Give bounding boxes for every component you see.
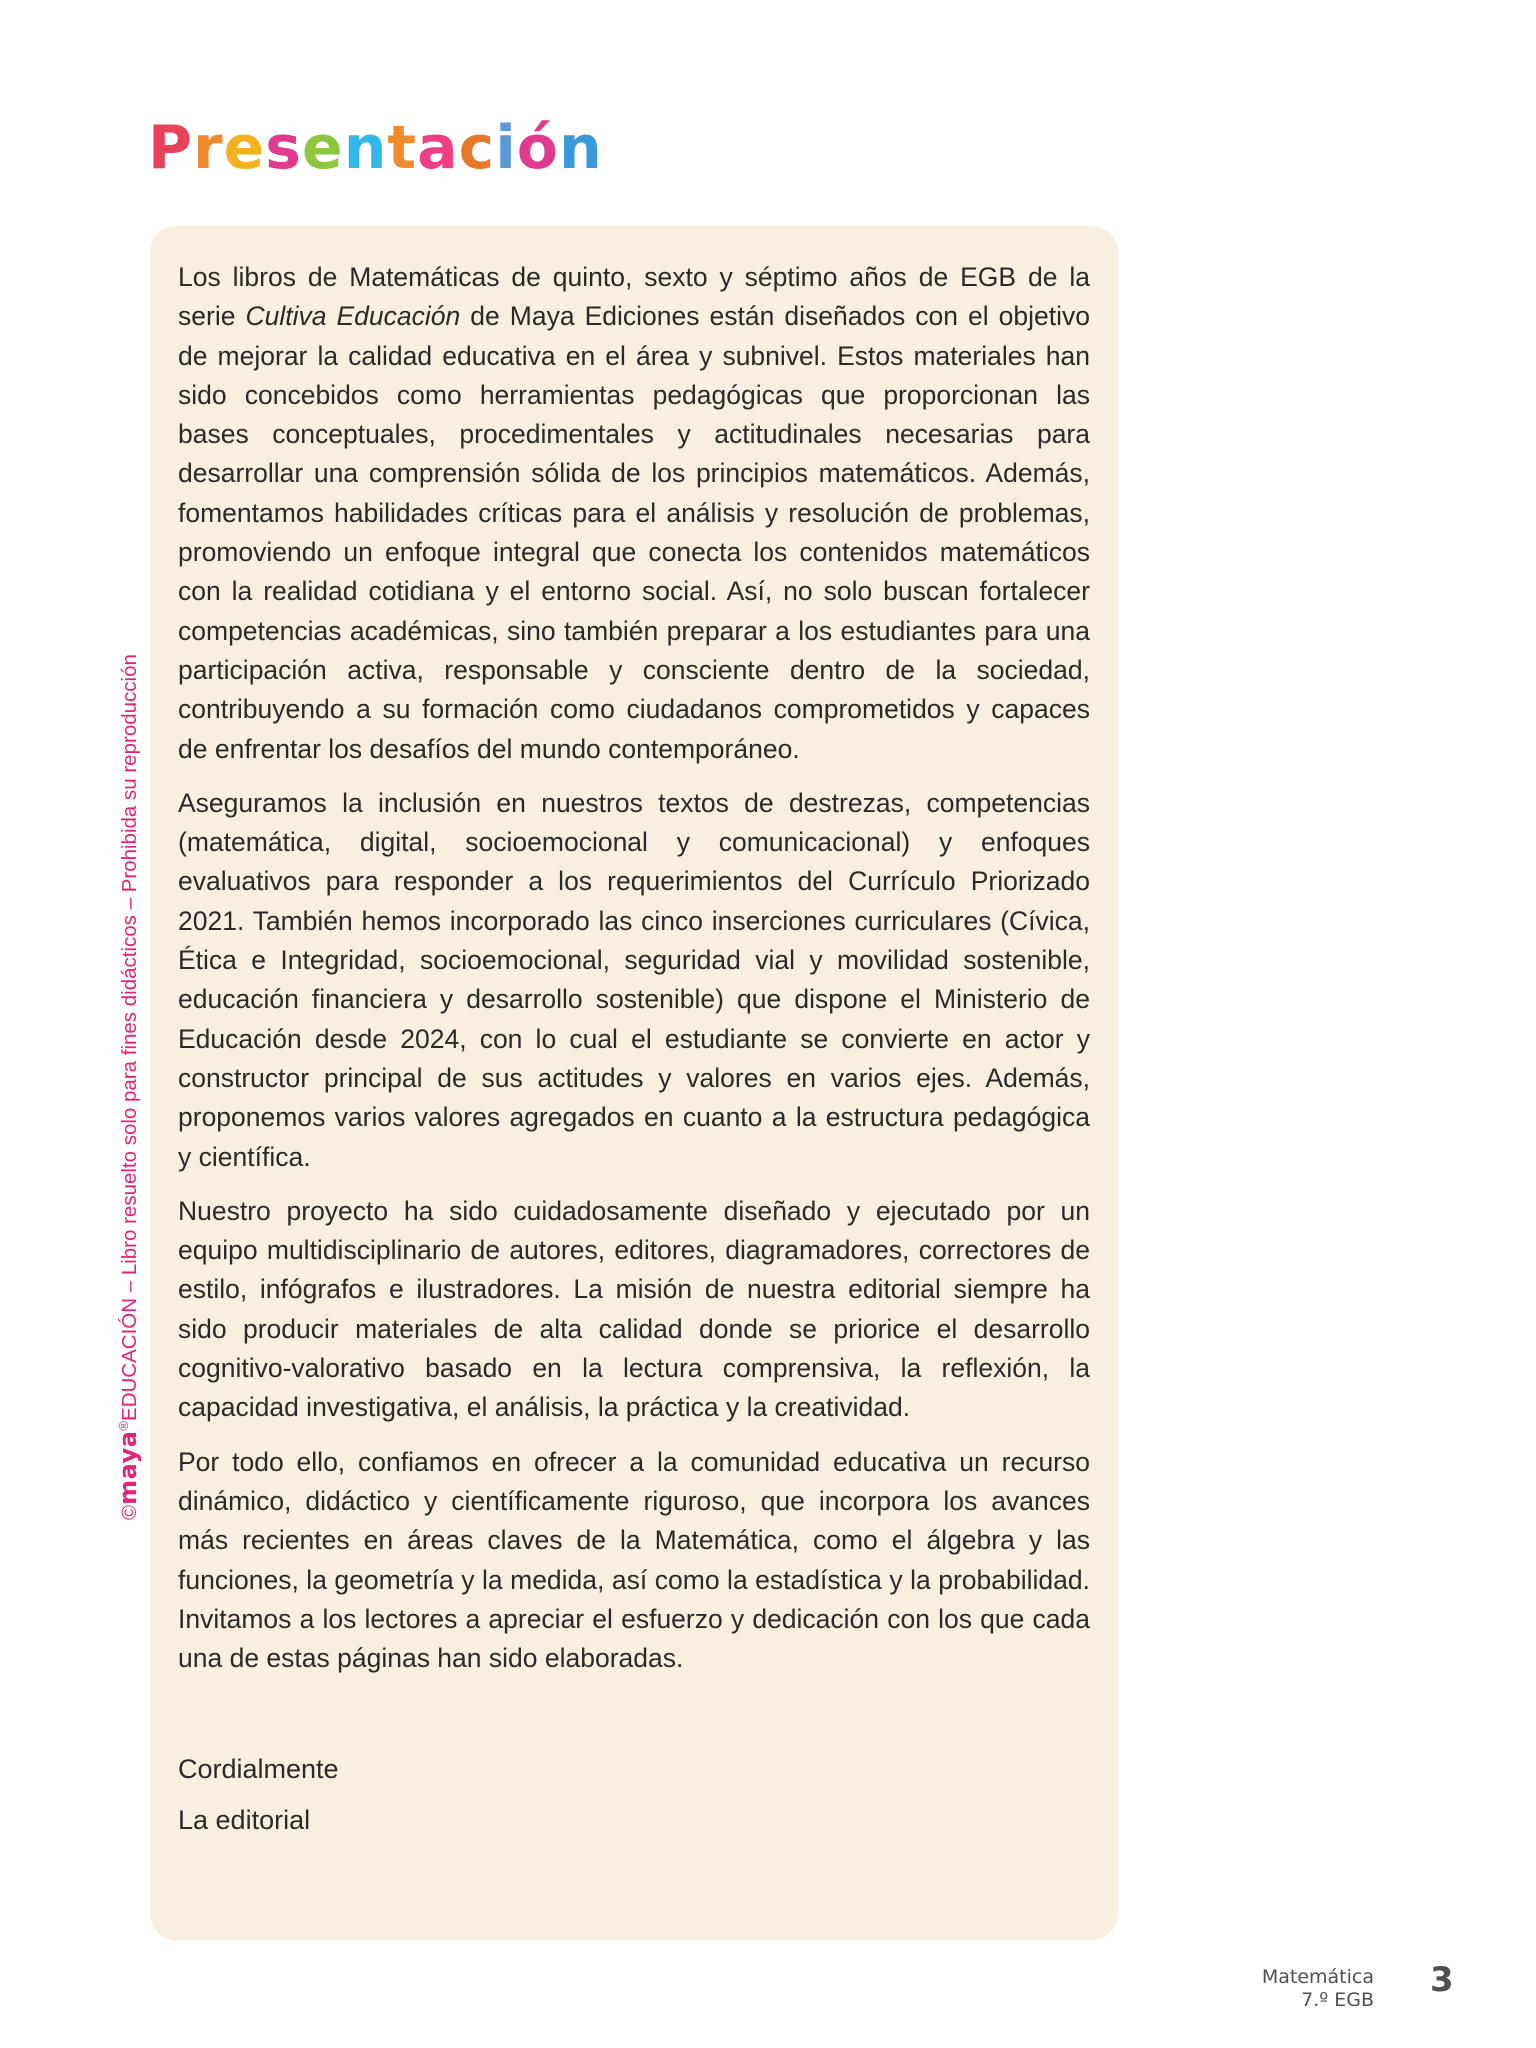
title-letter: n	[559, 113, 603, 183]
title-letter: c	[458, 113, 496, 183]
title-letter: e	[302, 113, 344, 183]
body-text	[178, 258, 1090, 1693]
title-letter: s	[265, 113, 302, 183]
closing-greeting: Cordialmente	[178, 1754, 339, 1784]
title-letter: P	[148, 113, 193, 183]
paragraph-2: Aseguramos la inclusión en nuestros textos de destrezas, competencias (matemática, digital, socioemocional y comunicacional) y enfoques evaluativos para responder a los requerimientos del Currículo Priorizado 2021. También hemos incorporado las cinco inserciones curriculares (Cívica, Ética e Integridad, socioemocional, seguridad vial y movilidad sostenible, educación financiera y desarrollo sostenible) que dispone el Ministerio de Educación desde 2024, con lo cual el estudiante se convierte en actor y constructor principal de sus actitudes y valores en varios ejes. Además, proponemos varios valores agregados en cuanto a la estructura pedagógica y científica.	[178, 787, 1090, 1172]
brand-logo-text: maya	[114, 1430, 142, 1505]
title-letter: n	[343, 113, 388, 183]
paragraph-4: Por todo ello, confiamos en ofrecer a la comunidad educativa un recurso dinámico, didáctico y científicamente riguroso, que incorpora los avances más recientes en áreas claves de la Matemática, como el álgebra y las funciones, la geometría y la medida, así como la estadística y la probabilidad. Invitamos a los lectores a apreciar el esfuerzo y dedicación con los que cada una de estas páginas han sido elaboradas.	[178, 1446, 1090, 1674]
footer-subject: Matemática	[1261, 1966, 1374, 1988]
copyright-notice	[116, 654, 141, 1520]
footer-grade: 7.º EGB	[1301, 1989, 1374, 2011]
paragraph-3: Nuestro proyecto ha sido cuidadosamente diseñado y ejecutado por un equipo multidisciplinario de autores, editores, diagramadores, correctores de estilo, infógrafos e ilustradores. La misión de nuestra editorial siempre ha sido producir materiales de alta calidad donde se priorice el desarrollo cognitivo-valorativo basado en la lectura comprensiva, la reflexión, la capacidad investigativa, el análisis, la práctica y la creatividad.	[178, 1195, 1090, 1423]
paragraph-1: Los libros de Matemáticas de quinto, sexto y séptimo años de EGB de la serie Cultiva Educación de Maya Ediciones están diseñados con el objetivo de mejorar la calidad educativa en el área y subnivel. Estos materiales han sido concebidos como herramientas pedagógicas que proporcionan las bases conceptuales, procedimentales y actitudinales necesarias para desarrollar una comprensión sólida de los principios matemáticos. Además, fomentamos habilidades críticas para el análisis y resolución de problemas, promoviendo un enfoque integral que conecta los contenidos matemáticos con la realidad cotidiana y el entorno social. Así, no solo buscan fortalecer competencias académicas, sino también preparar a los estudiantes para una participación activa, responsable y consciente dentro de la sociedad, contribuyendo a su formación como ciudadanos comprometidos y capaces de enfrentar los desafíos del mundo contemporáneo.	[178, 262, 1090, 764]
title-letter: a	[417, 113, 459, 183]
series-name: Cultiva Educación	[245, 301, 461, 332]
title-letter: r	[192, 113, 224, 183]
title-letter: e	[223, 113, 266, 183]
copyright-text: EDUCACIÓN – Libro resuelto solo para fines didácticos – Prohibida su reproducción	[118, 654, 141, 1421]
page-number: 3	[1430, 1960, 1454, 2000]
title-letter: ó	[516, 113, 559, 183]
page-title	[148, 112, 603, 184]
registered-mark: ®	[116, 1420, 132, 1431]
title-letter: t	[387, 113, 418, 183]
closing-signature: La editorial	[178, 1805, 311, 1835]
copyright-symbol: ©	[118, 1504, 141, 1520]
closing	[178, 1744, 339, 1846]
title-letter: i	[495, 113, 517, 183]
footer-label	[1262, 1966, 1374, 2012]
